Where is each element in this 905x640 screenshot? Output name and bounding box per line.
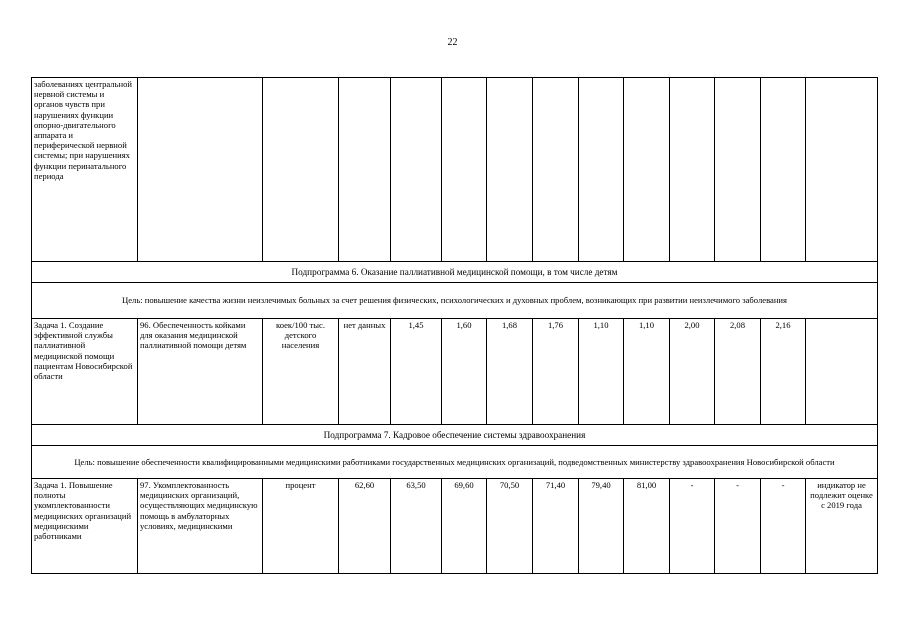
indicators-table: [31, 77, 878, 574]
indicator-cell: 96. Обеспеченность койками для оказания медицинской паллиативной помощи детям: [138, 319, 263, 425]
value-cell: 1,60: [442, 319, 487, 425]
indicator-cell: 97. Укомплектованность медицинских организаций, осуществляющих медицинскую помощь в амбулаторных условиях, медицинскими: [138, 479, 263, 574]
value-cell: -: [670, 479, 715, 574]
value-cell: 2,00: [670, 319, 715, 425]
value-cell: -: [761, 479, 806, 574]
note-cell: [806, 319, 878, 425]
value-cell: 1,10: [579, 319, 624, 425]
table-row: [32, 319, 878, 425]
unit-cell: коек/100 тыс. детского населения: [263, 319, 339, 425]
subprogram-6-goal: Цель: повышение качества жизни неизлечимых больных за счет решения физических, психологических и духовных проблем, возникающих при развитии неизлечимого заболевания: [32, 283, 878, 319]
note-cell: индикатор не подлежит оценке с 2019 года: [806, 479, 878, 574]
value-cell: 2,16: [761, 319, 806, 425]
value-cell: 81,00: [624, 479, 670, 574]
base-value-cell: [339, 78, 391, 262]
subprogram-title-row: [32, 425, 878, 446]
subprogram-title-row: [32, 262, 878, 283]
task-cell: Задача 1. Создание эффективной службы паллиативной медицинской помощи пациентам Новосибирской области: [32, 319, 138, 425]
table-row: [32, 479, 878, 574]
value-cell: 63,50: [391, 479, 442, 574]
value-cell: [579, 78, 624, 262]
value-cell: 2,08: [715, 319, 761, 425]
table-row: [32, 78, 878, 262]
goal-row: [32, 446, 878, 479]
value-cell: [391, 78, 442, 262]
unit-cell: процент: [263, 479, 339, 574]
task-cell: заболеваниях центральной нервной системы и органов чувств при нарушениях функции опорно-двигательного аппарата и периферической нервной системы; при нарушениях функции перинатального периода: [32, 78, 138, 262]
goal-row: [32, 283, 878, 319]
value-cell: 1,10: [624, 319, 670, 425]
subprogram-7-title: Подпрограмма 7. Кадровое обеспечение системы здравоохранения: [32, 425, 878, 446]
value-cell: [442, 78, 487, 262]
note-cell: [806, 78, 878, 262]
value-cell: 1,76: [533, 319, 579, 425]
value-cell: [670, 78, 715, 262]
value-cell: 1,68: [487, 319, 533, 425]
value-cell: [487, 78, 533, 262]
task-cell: Задача 1. Повышение полноты укомплектованности медицинских организаций медицинскими работниками: [32, 479, 138, 574]
base-value-cell: нет данных: [339, 319, 391, 425]
value-cell: 71,40: [533, 479, 579, 574]
value-cell: 69,60: [442, 479, 487, 574]
value-cell: [715, 78, 761, 262]
subprogram-6-title: Подпрограмма 6. Оказание паллиативной медицинской помощи, в том числе детям: [32, 262, 878, 283]
value-cell: 1,45: [391, 319, 442, 425]
subprogram-7-goal: Цель: повышение обеспеченности квалифицированными медицинскими работниками государственных медицинских организаций, подведомственных министерству здравоохранения Новосибирской области: [32, 446, 878, 479]
indicator-cell: [138, 78, 263, 262]
value-cell: [624, 78, 670, 262]
base-value-cell: 62,60: [339, 479, 391, 574]
value-cell: [761, 78, 806, 262]
value-cell: 79,40: [579, 479, 624, 574]
value-cell: -: [715, 479, 761, 574]
value-cell: [533, 78, 579, 262]
value-cell: 70,50: [487, 479, 533, 574]
unit-cell: [263, 78, 339, 262]
page-number: 22: [447, 37, 458, 48]
